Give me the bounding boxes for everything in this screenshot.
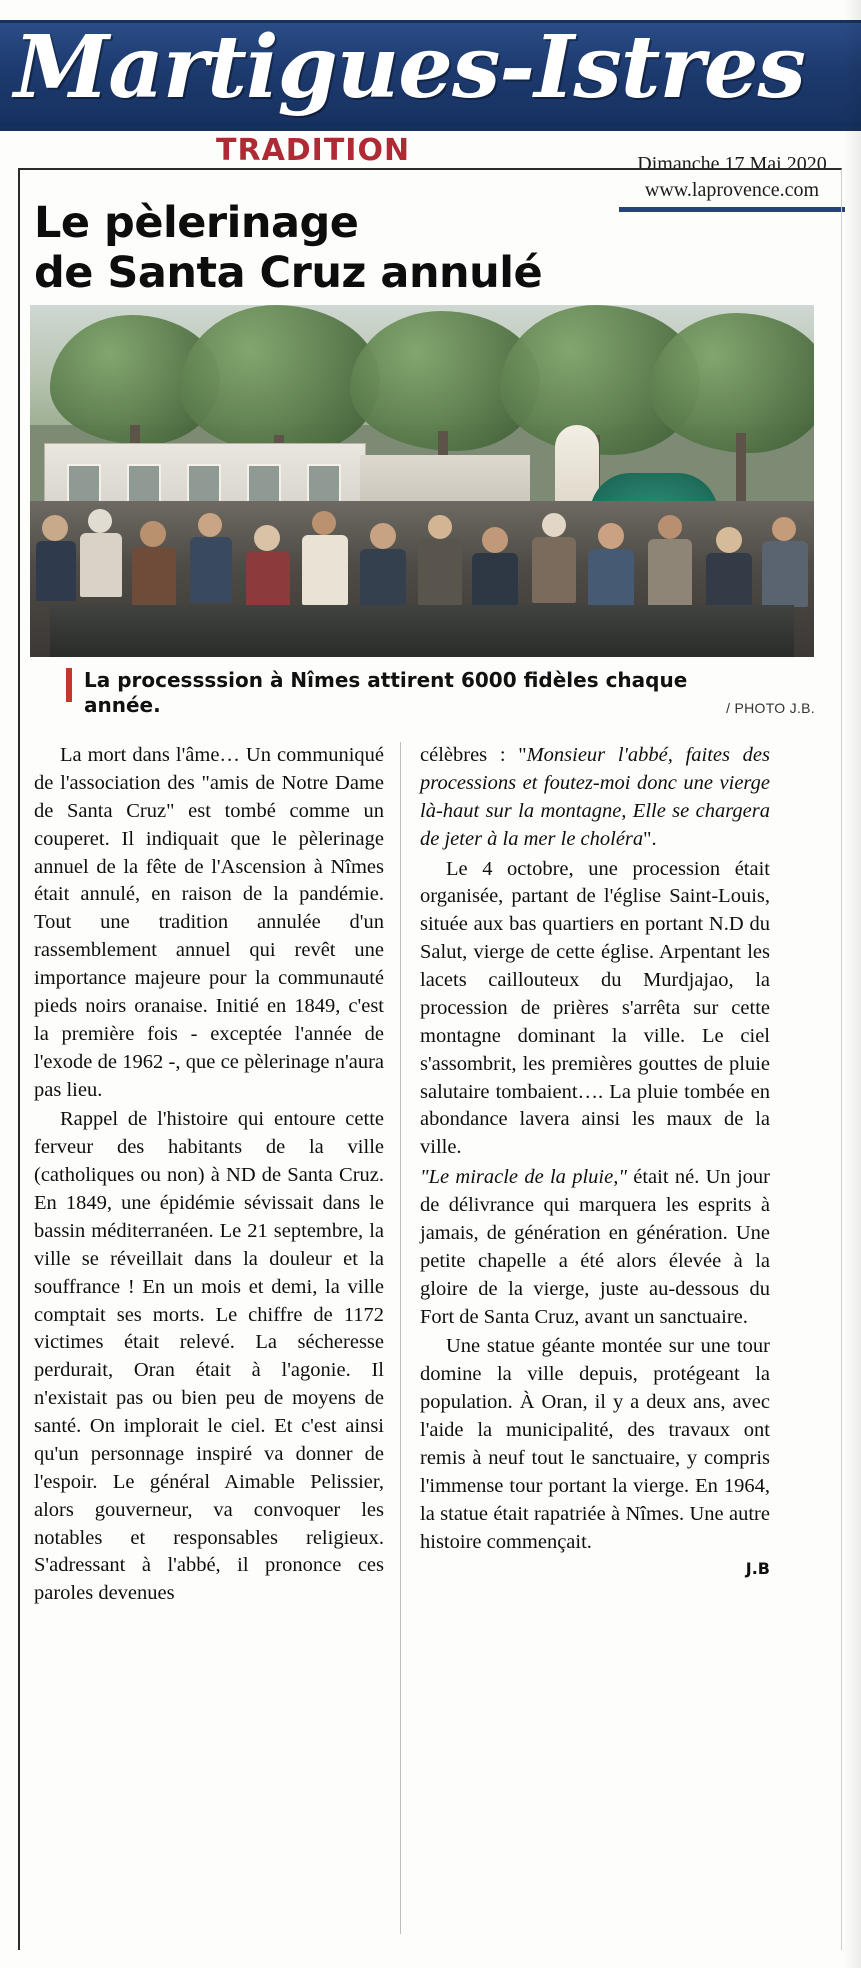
page-title [34, 198, 734, 299]
photo-credit: / PHOTO J.B. [726, 700, 815, 716]
paragraph-miracle [420, 1164, 770, 1331]
article-photo [30, 305, 814, 657]
masthead-title: Martigues-Istres [14, 20, 805, 118]
section-label: TRADITION [216, 133, 411, 168]
quote-text: Monsieur l'abbé, faites des processions et foutez-moi donc une vierge là-haut sur la montagne, Elle se chargera de jeter à la mer le choléra [420, 744, 770, 850]
photo-crowd [30, 501, 814, 657]
miracle-after: était né. Un jour de délivrance qui marquera les esprits à jamais, de génération en génération. Une petite chapelle a été alors élevée à la gloire de la vierge, juste au-dessous du Fort de Santa Cruz, avant un sanctuaire. [420, 1166, 770, 1328]
paragraph: La mort dans l'âme… Un communiqué de l'association des "amis de Notre Dame de Santa Cruz" est tombé comme un couperet. Il indiquait que le pèlerinage annuel de la fête de l'Ascension à Nîmes était annulé, en raison de la pandémie. Tout une tradition annulée d'un rassemblement annuel qui revêt une importance majeure pour la communauté pieds noirs oranaise. Initié en 1849, c'est la première fois - exceptée l'année de l'exode de 1962 -, que ce pèlerinage n'aura pas lieu. [34, 744, 384, 1101]
photo-caption: La processssion à Nîmes attirent 6000 fidèles chaque année. [84, 668, 688, 717]
paragraph: Une statue géante montée sur une tour domine la ville depuis, protégeant la population. À Oran, il y a deux ans, avec l'aide la municipalité, des travaux ont remis à neuf tout le sanctuaire, y compris l'immense tour portant la vierge. En 1964, la statue était rapatriée à Nîmes. Une autre histoire commençait. [420, 1335, 770, 1553]
masthead-banner [0, 20, 861, 131]
headline-line-1: Le pèlerinage [34, 198, 359, 248]
paragraph: Le 4 octobre, une procession était organisée, partant de l'église Saint-Louis, située aux bas quartiers en portant N.D du Salut, vierge de cette église. Arpentant les lacets caillouteux du Murdjajao, la procession de prières s'arrêta sur cette montagne dominant la ville. Le ciel s'assombrit, les premières gouttes de pluie salutaire tombaient…. La pluie tombée en abondance lavera ainsi les maux de la ville. [420, 857, 770, 1159]
page-edge-shadow [843, 0, 861, 1968]
paragraph: Rappel de l'histoire qui entoure cette ferveur des habitants de la ville (catholiques ou non) à ND de Santa Cruz. En 1849, une épidémie sévissait dans le bassin méditerranéen. Le 21 septembre, la ville se réveillait dans la douleur et la souffrance ! En un mois et demi, la ville comptait ses morts. Le chiffre de 1172 victimes était relevé. La sécheresse perdurait, Oran était à l'agonie. Il n'existait pas ou bien peu de moyens de santé. On implorait le ciel. Et c'est ainsi qu'un personnage inspiré va donner de l'espoir. Le général Aimable Pelissier, alors gouverneur, va convoquer les notables et responsables religieux. S'adressant à l'abbé, il prononce ces paroles devenues [34, 1108, 384, 1605]
body-column-left [34, 742, 384, 1608]
column-divider [400, 742, 401, 1934]
dateline-website: www.laprovence.com [644, 178, 820, 201]
quote-intro: célèbres : " [420, 744, 527, 766]
author-signature: J.B [745, 1559, 770, 1579]
caption-accent-bar [66, 668, 72, 702]
headline-line-2: de Santa Cruz annulé [34, 248, 543, 299]
masthead-rule [0, 122, 861, 127]
body-column-right [420, 742, 770, 1580]
quote-close: ". [643, 827, 657, 850]
miracle-quote: "Le miracle de la pluie," [420, 1166, 627, 1189]
dateline-date: Dimanche 17 Mai 2020 [637, 153, 827, 175]
paragraph-quote-lead [420, 742, 770, 854]
